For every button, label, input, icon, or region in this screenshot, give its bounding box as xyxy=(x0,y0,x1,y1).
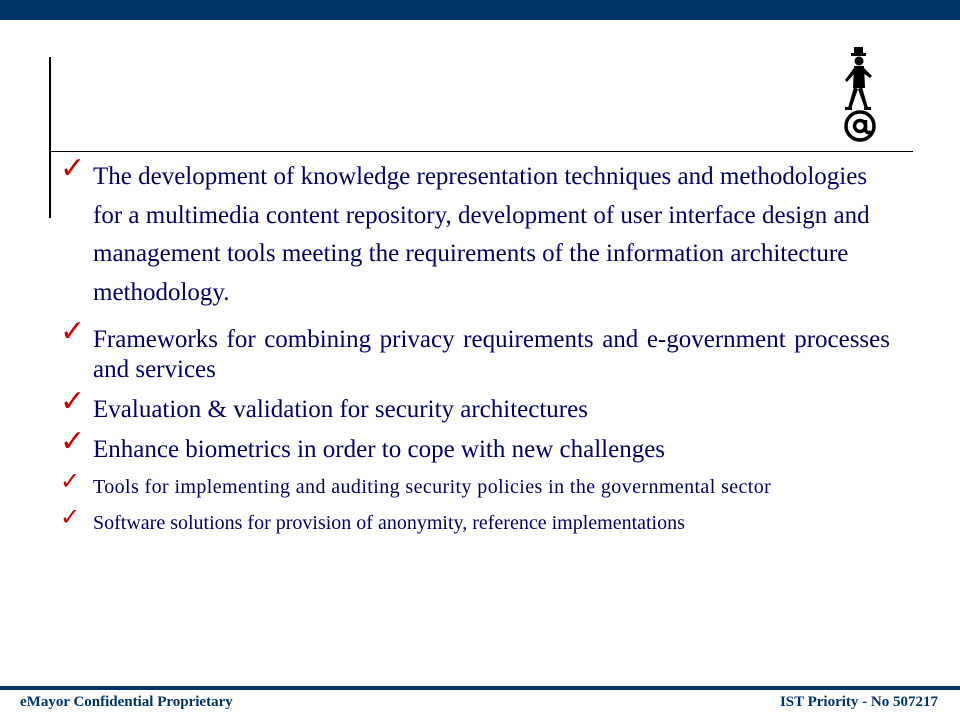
checkmark-icon: ✓ xyxy=(60,467,81,495)
bullet-list xyxy=(60,151,890,537)
checkmark-icon: ✓ xyxy=(60,314,86,349)
footer-priority-label: IST Priority - No 507217 xyxy=(779,694,938,710)
checkmark-icon: ✓ xyxy=(60,384,86,419)
checkmark-icon: ✓ xyxy=(60,503,81,531)
header-bar xyxy=(0,0,960,20)
list-item xyxy=(60,503,890,537)
bullet-text: Frameworks for combining privacy requirements and e-government processes and services xyxy=(93,326,890,383)
list-item xyxy=(60,384,890,425)
bullet-text: Tools for implementing and auditing security policies in the governmental sector xyxy=(93,476,772,498)
checkmark-icon: ✓ xyxy=(60,151,86,186)
checkmark-icon: ✓ xyxy=(60,424,86,459)
bullet-text: Software solutions for provision of anonymity, reference implementations xyxy=(93,512,685,534)
list-item xyxy=(60,424,890,465)
list-item xyxy=(60,467,890,501)
bullet-text: Evaluation & validation for security architectures xyxy=(93,396,588,423)
horizontal-rule xyxy=(51,151,913,152)
footer-confidential-label: eMayor Confidential Proprietary xyxy=(20,694,233,710)
bullet-text: Enhance biometrics in order to cope with new challenges xyxy=(93,436,666,463)
list-item xyxy=(60,314,890,385)
footer-rule xyxy=(0,686,960,690)
walking-man-logo-icon xyxy=(836,46,886,146)
list-item xyxy=(60,151,890,312)
bullet-text: The development of knowledge representation techniques and methodologies for a multimedia content repository, development of user interface design and management tools meeting the requirements of the information architecture methodology. xyxy=(93,163,870,306)
vertical-rule xyxy=(49,57,51,218)
